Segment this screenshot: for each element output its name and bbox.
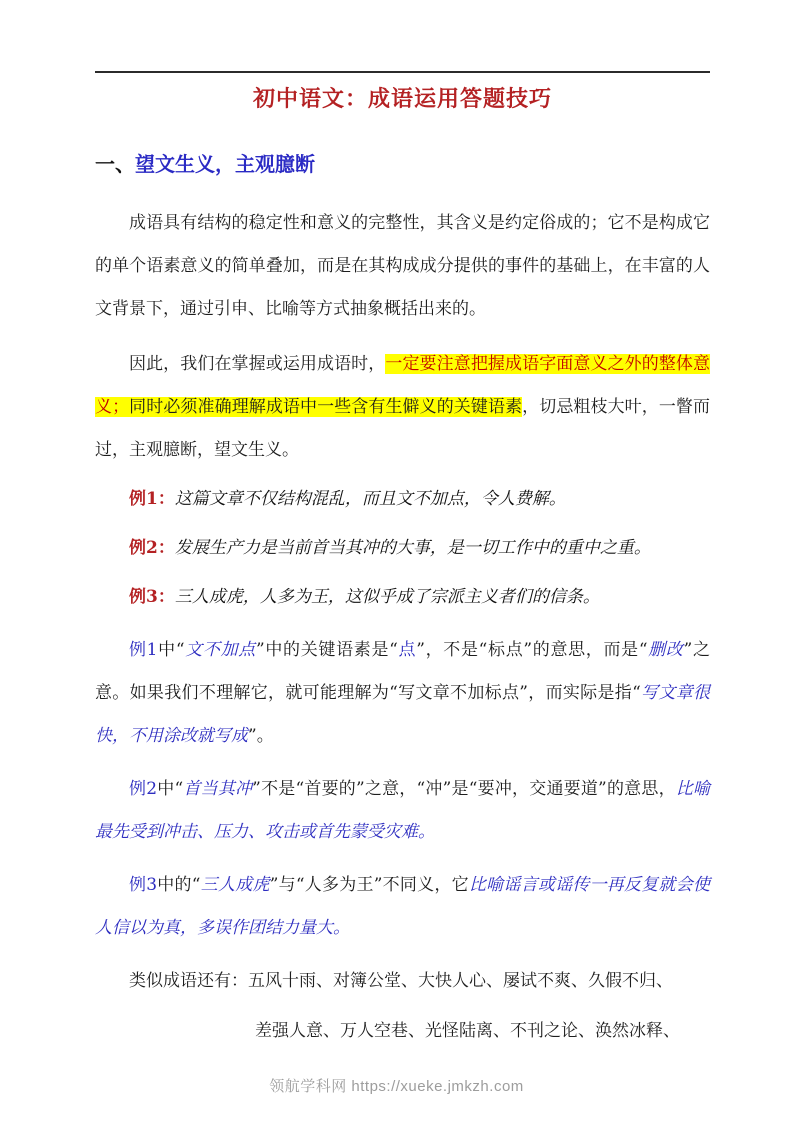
example-3 [95,576,710,619]
example-2-label: 例2： [129,538,175,558]
page-title: 初中语文：成语运用答题技巧 [252,86,552,112]
example-3-label: 例3： [129,587,175,607]
watermark-text: 领航学科网 https://xueke.jmkzh.com [269,1078,524,1095]
text-segment: 中的“ [157,875,201,895]
text-segment: ”。 [248,726,274,746]
example-3-text: 三人成虎，人多为王，这似乎成了宗派主义者们的信条。 [174,587,600,607]
text-segment: 例3 [129,875,158,895]
text-segment: 点 [397,640,417,660]
paragraph-intro: 成语具有结构的稳定性和意义的完整性，其含义是约定俗成的；它不是构成它的单个语素意义的简单叠加，而是在其构成成分提供的事件的基础上，在丰富的人文背景下，通过引申、比喻等方式抽象概括出来的。 [95,213,710,319]
header-rule [95,71,710,73]
text-segment: 写文章很快，不用涂改就写成 [95,683,710,746]
text-segment: 删改 [647,640,684,660]
paragraph-key-point [95,343,710,472]
example-1-label: 例1： [129,489,175,509]
text-segment: 一定要注意把握成语字面意义之外的整体意义； [95,354,711,417]
analysis-example-2 [95,768,710,854]
text-segment: ”中的关键语素是“ [255,640,398,660]
watermark [0,1075,793,1096]
text-segment: 三人成虎 [200,875,270,895]
text-segment: 文不加点 [184,640,256,660]
text-segment: 同时必须准确理解成语中一些含有生僻义的关键语素 [129,397,523,417]
text-segment: 中“ [157,779,184,799]
section-number: 一、 [95,152,135,176]
example-1-text: 这篇文章不仅结构混乱，而且文不加点，令人费解。 [174,489,566,509]
text-segment: 比喻谣言或谣传一再反复就会使人信以为真，多误作团结力量大。 [95,875,711,938]
section-title: 望文生义，主观臆断 [135,152,315,176]
example-1 [95,478,710,521]
text-segment: 因此，我们在掌握或运用成语时， [129,354,386,374]
text-segment: ”之意。如果我们不理解它，就可能理解为“写文章不加标点”，而实际是指“ [95,640,710,703]
text-segment: 比喻最先受到冲击、压力、攻击或首先蒙受灾难。 [95,779,710,842]
text-segment: 首当其冲 [183,779,253,799]
similar-idioms-line-2: 差强人意、万人空巷、光怪陆离、不刊之论、涣然冰释、 [255,1021,680,1041]
text-segment: 例2 [129,779,158,799]
text-segment: ，切忌粗枝大叶，一瞥而过，主观臆断，望文生义。 [95,397,711,460]
example-2-text: 发展生产力是当前首当其冲的大事，是一切工作中的重中之重。 [174,538,651,558]
analysis-example-3 [95,864,710,950]
text-segment: ”不是“首要的”之意，“冲”是“要冲，交通要道”的意思， [252,779,676,799]
section-heading [95,151,710,177]
text-segment: ”，不是“标点”的意思，而是“ [416,640,648,660]
text-segment: 例1 [129,640,158,660]
text-segment: 中“ [157,640,185,660]
document-content [0,71,793,1053]
similar-idioms-line-1: 类似成语还有：五风十雨、对簿公堂、大快人心、屡试不爽、久假不归、 [129,971,673,991]
text-segment: ”与“人多为王”不同义，它 [269,875,469,895]
example-2 [95,527,710,570]
analysis-example-1 [95,629,710,758]
